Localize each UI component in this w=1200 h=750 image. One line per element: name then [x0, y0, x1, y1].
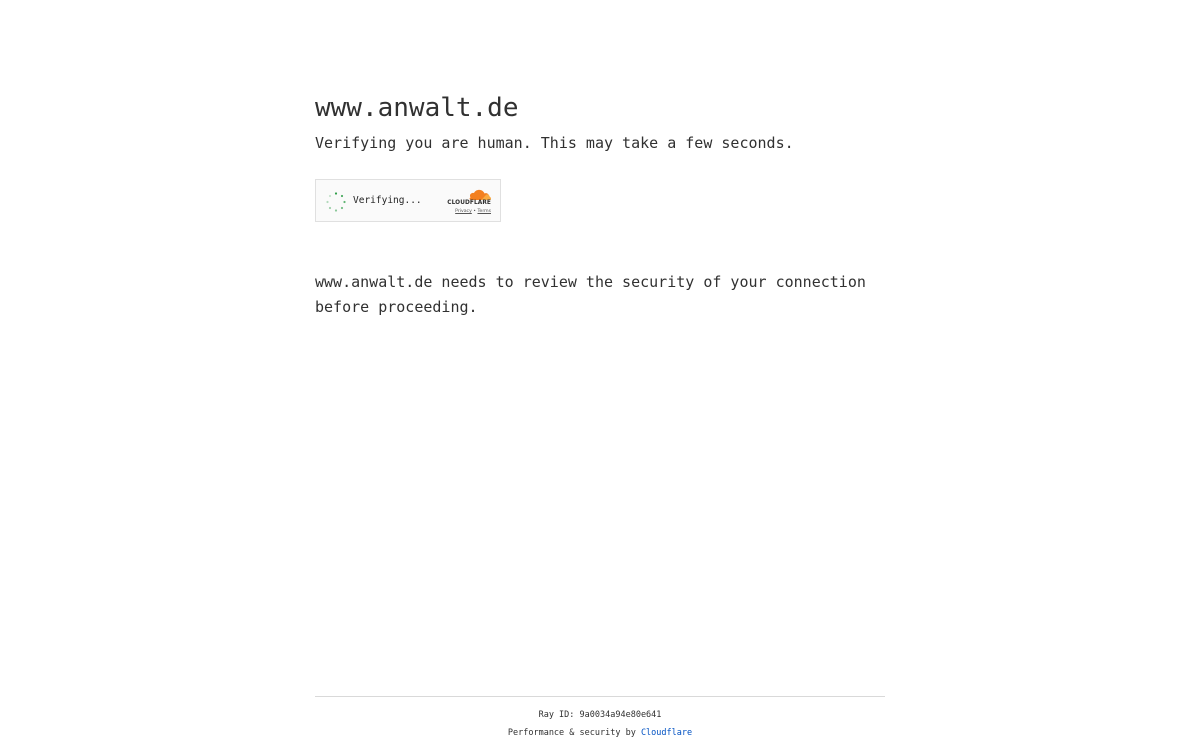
privacy-link[interactable]: Privacy [455, 209, 472, 214]
main-content [315, 86, 885, 320]
site-title: www.anwalt.de [315, 93, 519, 123]
cloudflare-wordmark: CLOUDFLARE [447, 200, 491, 206]
ray-id-value: 9a0034a94e80e641 [579, 710, 662, 720]
widget-status-text: Verifying... [353, 195, 422, 206]
cloudflare-link[interactable]: Cloudflare [640, 728, 693, 738]
cloudflare-branding [441, 187, 491, 216]
performance-label: Performance & security by [507, 728, 636, 738]
spinner-icon [326, 192, 346, 212]
widget-links [441, 208, 491, 216]
performance-line [315, 727, 885, 739]
verification-subtitle: Verifying you are human. This may take a few seconds. [315, 134, 794, 152]
terms-link[interactable]: Terms [477, 209, 491, 214]
turnstile-widget[interactable] [315, 179, 501, 222]
ray-id-label: Ray ID: [538, 710, 575, 720]
link-separator: • [473, 209, 476, 214]
footer [315, 696, 885, 739]
cloudflare-logo-icon [443, 187, 491, 201]
security-message: www.anwalt.de needs to review the security of your connection before proceeding. [315, 273, 866, 316]
ray-id-line [315, 709, 885, 721]
